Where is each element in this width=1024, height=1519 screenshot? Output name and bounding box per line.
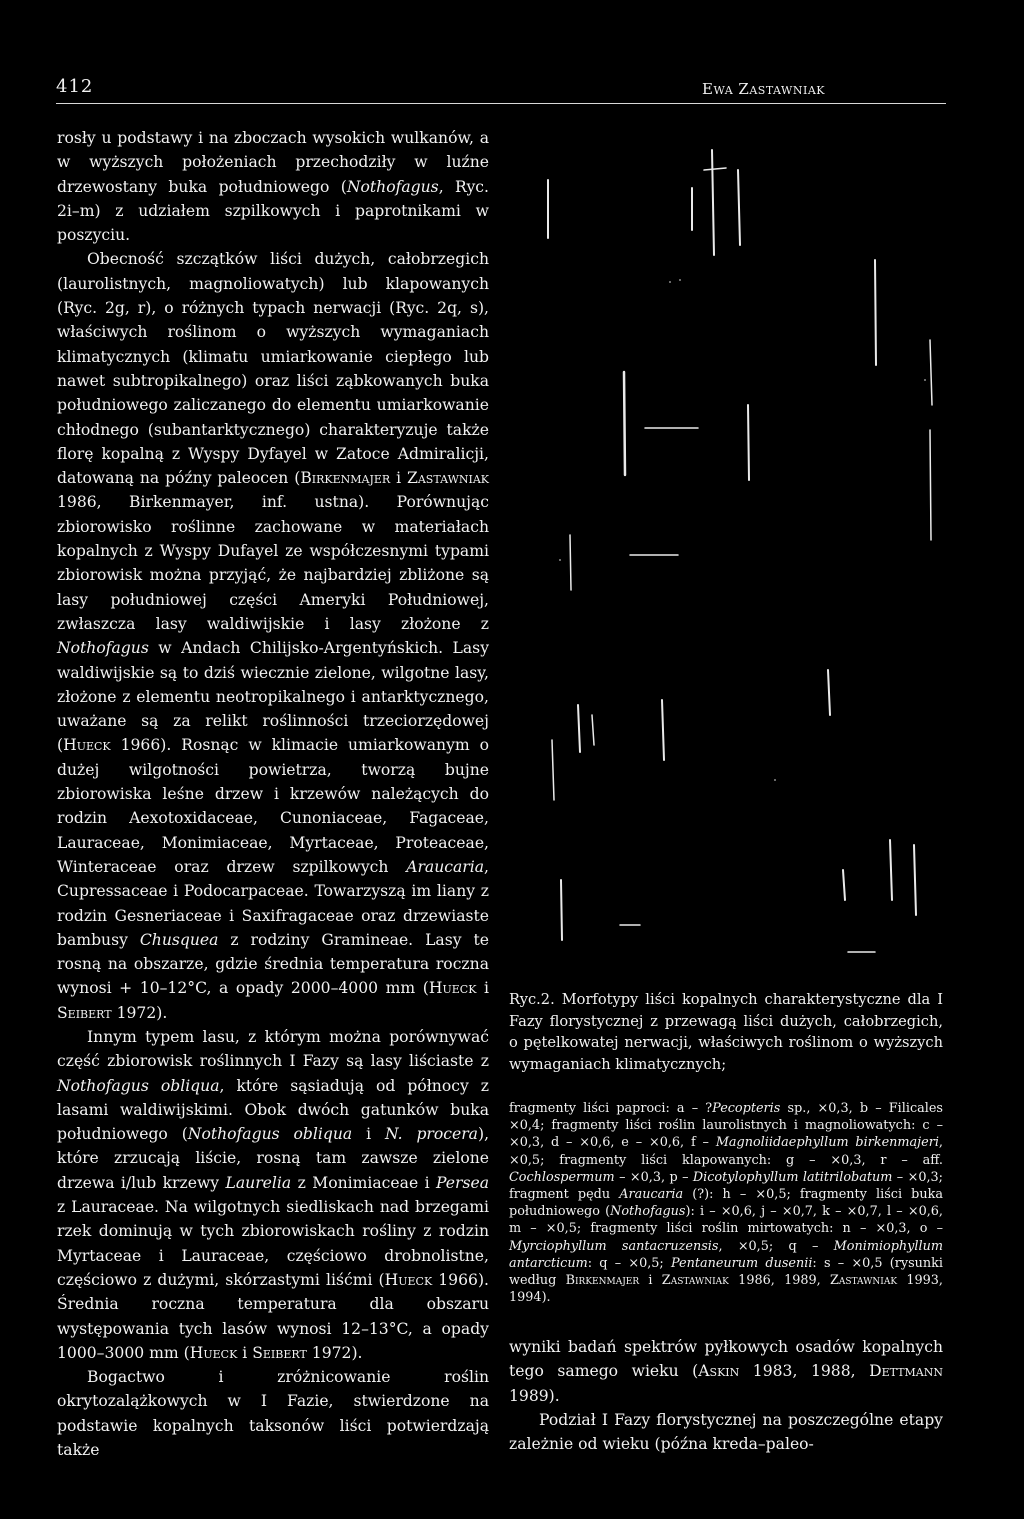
citation-author: Dettmann xyxy=(869,1362,943,1381)
text-run: 1972). xyxy=(306,1343,363,1362)
taxon-name: Magnoliidaephyllum birkenmajeri xyxy=(715,1135,939,1151)
figure-leaf-morphotypes xyxy=(530,140,950,970)
taxon-name: Araucaria xyxy=(619,1187,684,1203)
taxon-name: Monimiophyllum antarcticum xyxy=(509,1238,943,1271)
running-header-author: Ewa Zastawniak xyxy=(702,80,825,98)
speck xyxy=(774,779,776,781)
taxon-name: Chusquea xyxy=(139,930,219,949)
paragraph-2 xyxy=(57,247,489,1025)
text-run: i xyxy=(476,979,489,998)
figure-caption-detail xyxy=(509,1100,943,1306)
text-run: fragmenty liści paproci: a – ? xyxy=(509,1101,713,1116)
citation-author: Hueck xyxy=(384,1270,433,1289)
text-run: i xyxy=(237,1343,253,1362)
right-column-text xyxy=(509,1335,943,1456)
citation-author: Askin xyxy=(698,1362,740,1381)
citation-author: Zastawniak xyxy=(661,1273,729,1289)
paragraph-1 xyxy=(57,126,489,247)
leaf-stroke xyxy=(914,845,916,915)
text-run: , ×0,5; q – xyxy=(718,1238,834,1254)
taxon-name: Pentaneurum dusenii xyxy=(671,1255,813,1271)
leaf-stroke xyxy=(662,700,664,760)
text-run: 1986, Birkenmayer, inf. ustna). Porównując zbiorowisko roślinne zachowane w materiałach kopalnych z Wyspy Dufayel ze współczesnymi typami zbiorowisk można przyjąć, że najbardziej zbliżone są lasy południowej części Ameryki Południowej, zwłaszcza lasy waldiwijskie i lasy złożone z xyxy=(57,493,489,633)
taxon-name: Laurelia xyxy=(225,1173,292,1192)
paragraph-6: Podział I Fazy florystycznej na poszczególne etapy zależnie od wieku (późna kreda–paleo- xyxy=(509,1410,943,1454)
leaf-stroke xyxy=(875,260,876,365)
citation-author: Birkenmajer xyxy=(565,1273,640,1289)
left-column-text xyxy=(57,126,489,1462)
text-run: 1966). Średnia roczna temperatura dla obszaru występowania tych lasów wynosi 12–13°C, a opady 1000–3000 mm ( xyxy=(57,1270,489,1362)
text-run: Obecność szczątków liści dużych, całobrzegich (laurolistnych, magnoliowatych) lub klapowanych (Ryc. 2g, r), o różnych typach nerwacji (Ryc. 2q, s), właściwych roślinom o wyższych wymaganiach klimatycznych (klimatu umiarkowanie ciepłego lub nawet subtropikalnego) oraz liści ząbkowanych buka południowego zaliczanego do elementu umiarkowanie chłodnego (subantarktycznego) charakteryzuje także florę kopalną z Wyspy Dyfayel w Zatoce Admiralicji, datowaną na późny paleocen ( xyxy=(57,250,489,488)
text-run: : s – ×0,5 (rysunki według xyxy=(509,1255,943,1289)
figure-caption: Ryc.2. Morfotypy liści kopalnych charakterystyczne dla I Fazy florystycznej z przewagą liści dużych, całobrzegich, o pętelkowatej nerwacji, właściwych roślinom o wyższych wymaganiach klimatycznych; xyxy=(509,991,943,1073)
page-number: 412 xyxy=(56,76,94,97)
text-run: z Monimiaceae i xyxy=(291,1173,436,1192)
text-run: rosły u podstawy i na zboczach wysokich wulkanów, a w wyższych położeniach przechodziły w luźne drzewostany buka południowego ( xyxy=(57,129,489,196)
text-run: wyniki badań spektrów pyłkowych osadów kopalnych tego samego wieku ( xyxy=(509,1338,943,1381)
text-run: – ×0,3; fragment pędu xyxy=(509,1169,943,1203)
leaf-stroke xyxy=(738,170,740,245)
speck xyxy=(924,379,926,381)
text-run: sp., ×0,3, b – Filicales ×0,4; fragmenty liści roślin laurolistnych i magnoliowatych: c – ×0,3, d – ×0,6, e – ×0,6, f – xyxy=(509,1101,943,1151)
leaf-stroke xyxy=(570,535,571,590)
taxon-name: N. procera xyxy=(384,1125,478,1144)
citation-author: Hueck xyxy=(189,1343,238,1362)
taxon-name: Araucaria xyxy=(406,857,485,876)
leaf-stroke xyxy=(890,840,892,900)
citation-author: Seibert xyxy=(57,1003,112,1022)
paragraph-3 xyxy=(57,1025,489,1365)
text-run: i xyxy=(352,1125,385,1144)
leaf-stroke xyxy=(704,168,726,170)
taxon-name: Nothofagus obliqua xyxy=(57,1076,220,1095)
leaf-stroke xyxy=(592,715,594,745)
text-run: z Lauraceae. Na wilgotnych siedliskach nad brzegami rzek dominują w tych zbiorowiskach rośliny z rodzin Myrtaceae i Lauraceae, częściowo drobnolistne, częściowo z dużymi, skórzastymi liśćmi ( xyxy=(57,1198,489,1289)
taxon-name: Nothofagus xyxy=(346,177,439,196)
text-run: w Andach Chilijsko-Argentyńskich. Lasy waldiwijskie są to dziś wiecznie zielone, wilgotne lasy, złożone z elementu neotropikalnego i antarktycznego, uważane są za relikt roślinności trzeciorzędowej ( xyxy=(57,639,489,755)
speck xyxy=(679,279,681,281)
leaf-stroke xyxy=(552,740,554,800)
text-run: 1966). Rosnąc w klimacie umiarkowanym o dużej wilgotności powietrza, tworzą bujne zbiorowiska leśne drzew i krzewów należących do rodzin Aexotoxidaceae, Cunoniaceae, Fagaceae, Lauraceae, Monimiaceae, Myrtaceae, Proteaceae, Winteraceae oraz drzew szpilkowych xyxy=(57,736,489,876)
taxon-name: Persea xyxy=(435,1173,489,1192)
citation-author: Birkenmajer xyxy=(300,469,391,488)
text-run: , które sąsiadują od północy z lasami waldiwijskimi. Obok dwóch gatunków buka południowego ( xyxy=(57,1076,489,1144)
text-run: 1989). xyxy=(509,1386,560,1405)
taxon-name: Dicotylophyllum latitrilobatum xyxy=(692,1169,893,1185)
text-run: (?): h – ×0,5; fragmenty liści buka południowego ( xyxy=(509,1187,943,1220)
leaf-stroke xyxy=(748,405,749,480)
taxon-name: Nothofagus xyxy=(610,1204,686,1220)
leaf-stroke xyxy=(578,705,580,752)
text-run: : q – ×0,5; xyxy=(587,1255,671,1271)
taxon-name: Pecopteris xyxy=(712,1101,781,1116)
text-run: i xyxy=(639,1273,662,1289)
paragraph-4: Bogactwo i zróżnicowanie roślin okrytozalążkowych w I Fazie, stwierdzone na podstawie kopalnych taksonów liści potwierdzają także xyxy=(57,1368,489,1460)
text-run: 1983, 1988, xyxy=(739,1362,870,1381)
taxon-name: Myrciophyllum santacruzensis xyxy=(509,1238,719,1254)
text-run: , Ryc. 2i–m) z udziałem szpilkowych i paprotnikami w poszyciu. xyxy=(57,177,489,245)
citation-author: Hueck xyxy=(63,736,111,755)
citation-author: Hueck xyxy=(428,979,477,998)
leaf-stroke xyxy=(930,340,932,405)
text-run: 1993, 1994). xyxy=(509,1273,943,1306)
text-run: 1972). xyxy=(111,1003,168,1022)
paragraph-5 xyxy=(509,1335,943,1408)
citation-author: Zastawniak xyxy=(407,469,490,488)
text-run: ), które zrzucają liście, rosną tam zawsze zielone drzewa i/lub krzewy xyxy=(57,1125,490,1192)
header-rule xyxy=(56,103,946,104)
leaf-stroke xyxy=(712,150,714,255)
text-run: , ×0,5; fragmenty liści klapowanych: g – ×0,3, r – aff. xyxy=(509,1135,943,1168)
text-run: – ×0,3, p – xyxy=(614,1169,693,1185)
citation-author: Seibert xyxy=(252,1343,307,1362)
text-run: z rodziny Gramineae. Lasy te rosną na obszarze, gdzie średnia temperatura roczna wynosi + 10–12°C, a opady 2000–4000 mm ( xyxy=(57,930,489,998)
leaf-stroke xyxy=(624,372,625,475)
text-run: i xyxy=(390,469,408,488)
leaf-stroke xyxy=(843,870,845,900)
text-run: 1986, 1989, xyxy=(728,1273,830,1289)
taxon-name: Cochlospermum xyxy=(509,1169,615,1185)
leaf-stroke xyxy=(561,880,562,940)
leaf-stroke xyxy=(930,430,931,540)
leaf-stroke xyxy=(828,670,830,715)
citation-author: Zastawniak xyxy=(829,1273,898,1289)
taxon-name: Nothofagus obliqua xyxy=(187,1125,353,1144)
text-run: ): i – ×0,6, j – ×0,7, k – ×0,7, l – ×0,6, m – ×0,5; fragmenty liści roślin mirtowatych: n – ×0,3, o – xyxy=(509,1204,943,1237)
text-run: , Cupressaceae i Podocarpaceae. Towarzyszą im liany z rodzin Gesneriaceae i Saxifragaceae oraz drzewiaste bambusy xyxy=(57,857,489,949)
speck xyxy=(669,281,671,283)
taxon-name: Nothofagus xyxy=(57,639,149,658)
speck xyxy=(559,559,561,561)
text-run: Innym typem lasu, z którym można porównywać część zbiorowisk roślinnych I Fazy są lasy liściaste z xyxy=(57,1027,489,1071)
